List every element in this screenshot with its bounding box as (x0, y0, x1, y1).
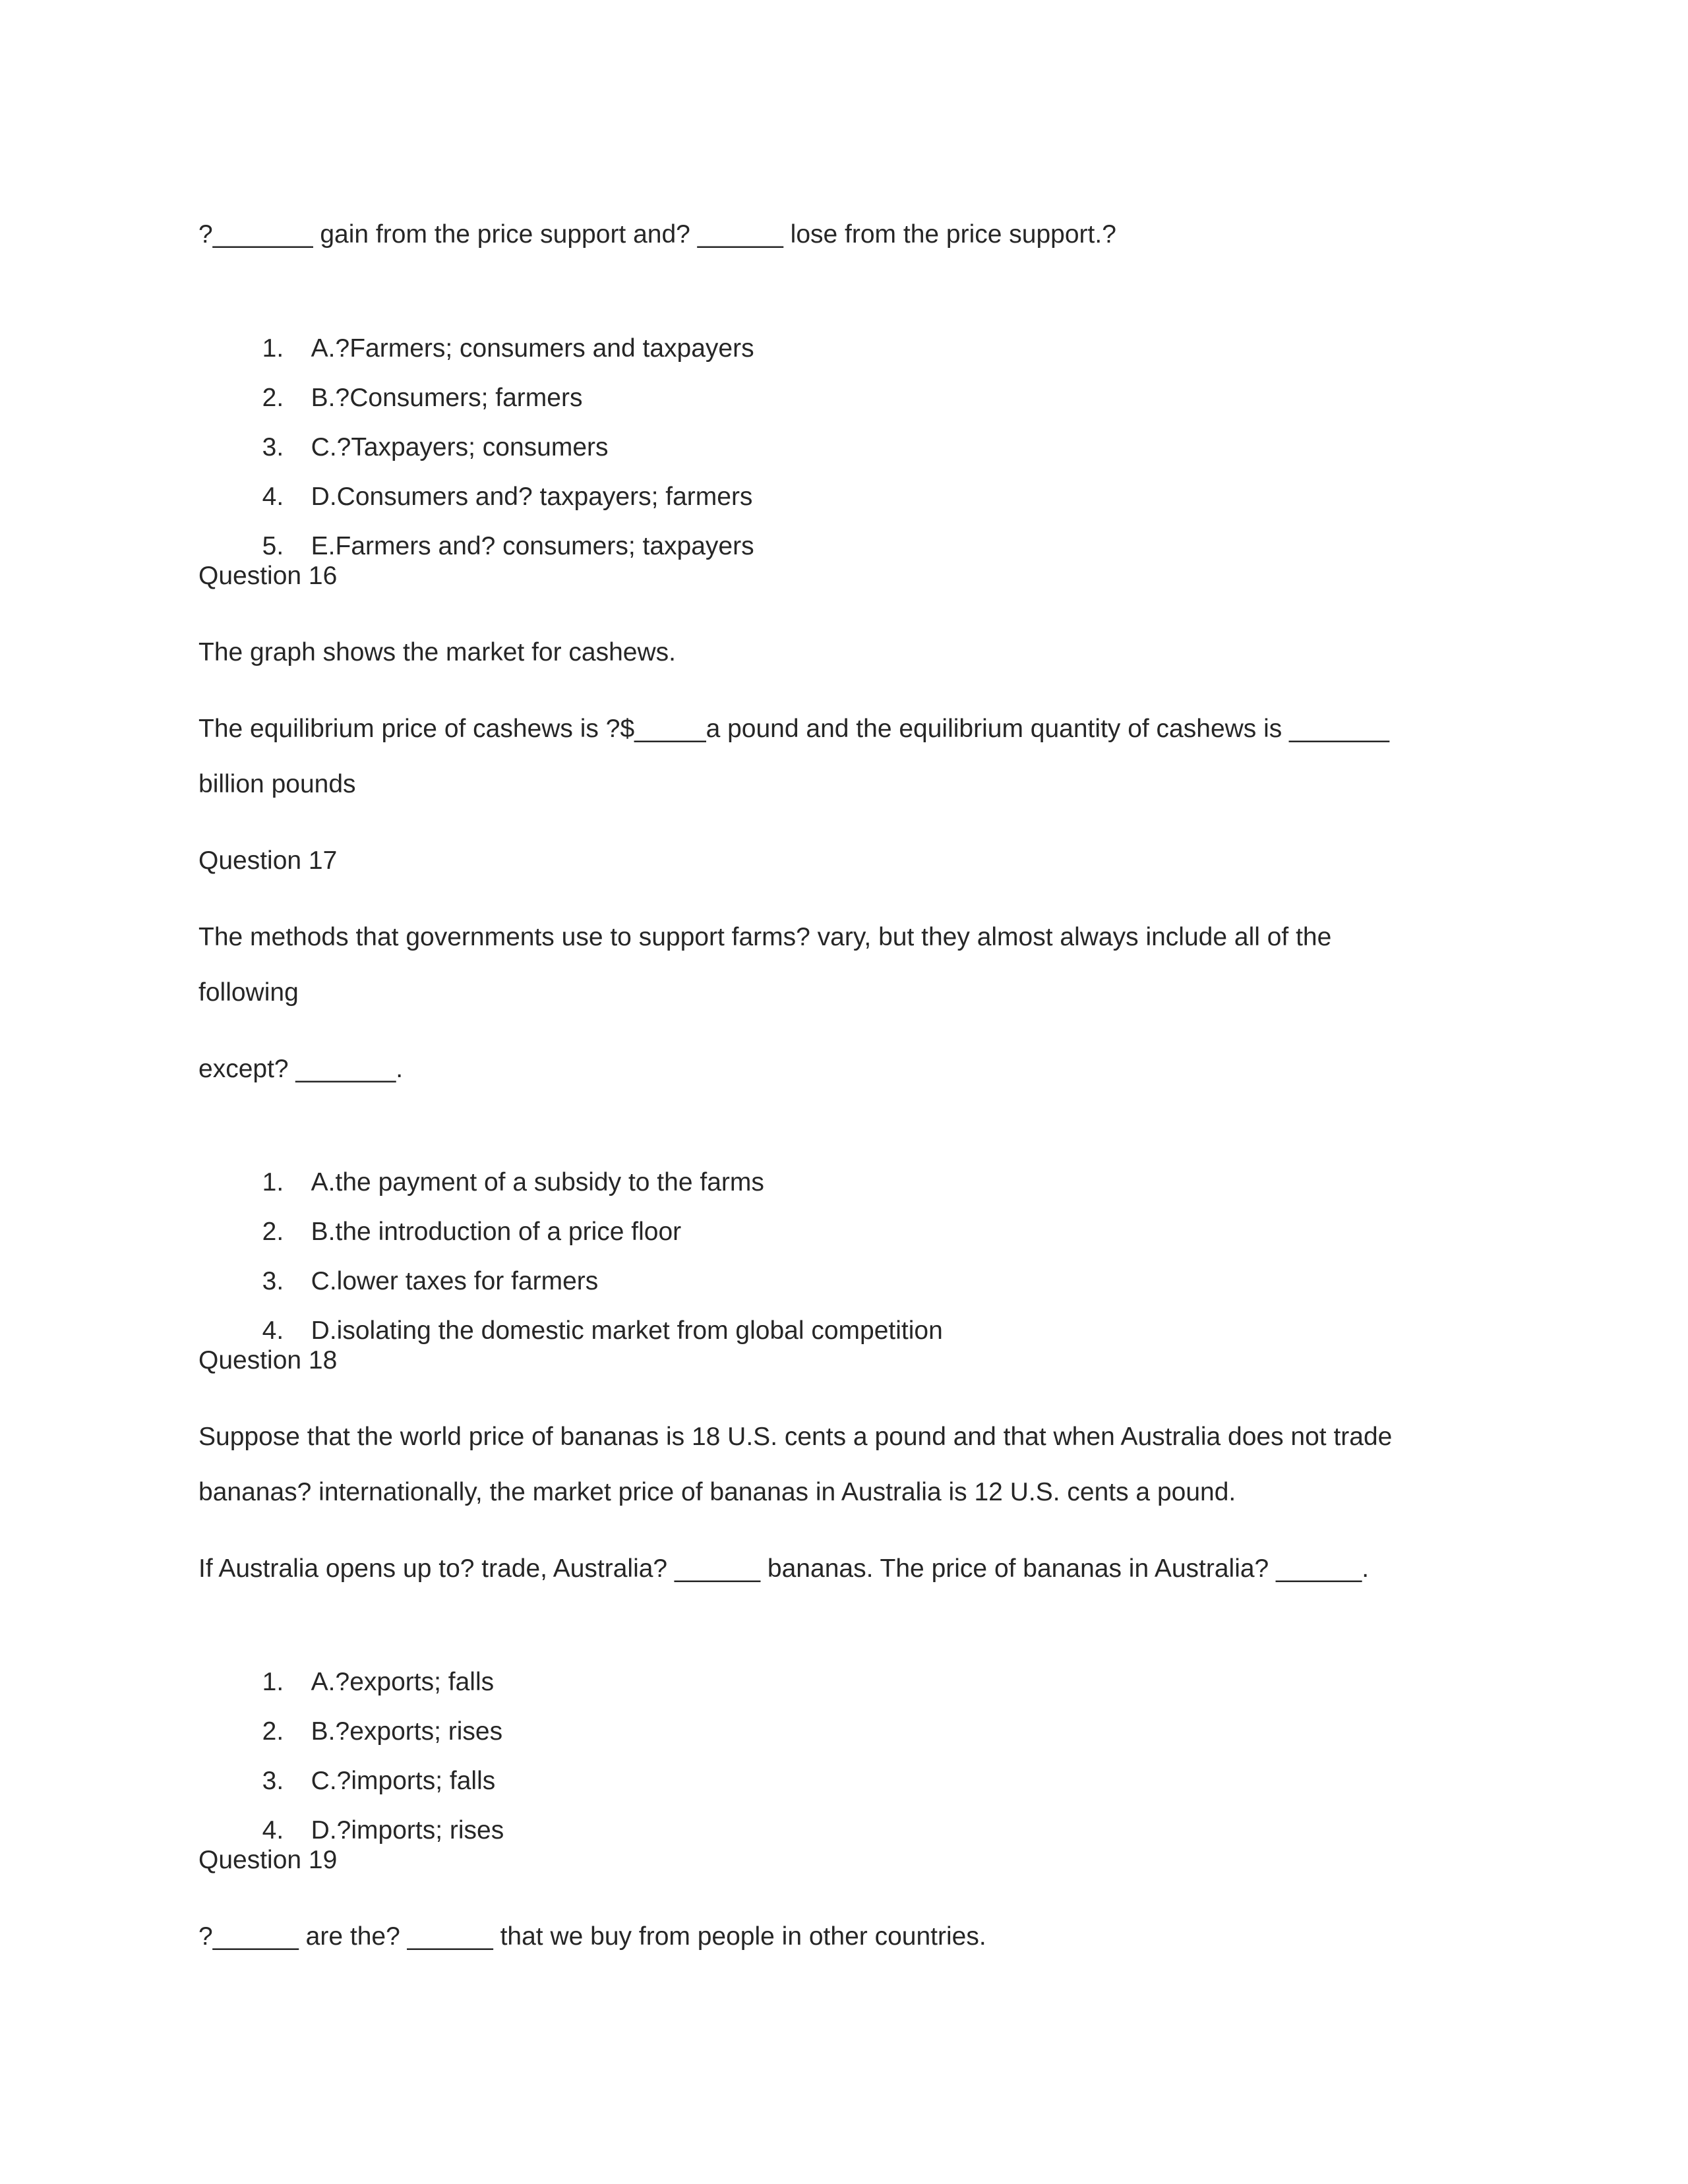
option-number: 3. (262, 1767, 284, 1795)
option-number: 2. (262, 1717, 284, 1746)
question-15-stem: ?_______ gain from the price support and? ______ lose from the price support.? (198, 220, 1116, 249)
q17-option-1[interactable] (248, 1144, 764, 1195)
q15-option-4[interactable] (248, 458, 752, 510)
question-18-line-2: bananas? internationally, the market price of bananas in Australia is 12 U.S. cents a pound. (198, 1478, 1236, 1506)
question-16-line-2: The equilibrium price of cashews is ?$_____a pound and the equilibrium quantity of cashews is _______ (198, 715, 1389, 743)
option-number: 3. (262, 1267, 284, 1295)
option-number: 3. (262, 433, 284, 461)
q18-option-4[interactable] (248, 1792, 504, 1843)
q18-option-1[interactable] (248, 1643, 494, 1695)
option-text: B.?Consumers; farmers (311, 384, 583, 412)
option-number: 1. (262, 1668, 284, 1696)
question-17-line-3: except? _______. (198, 1055, 404, 1083)
option-text: D.isolating the domestic market from global competition (311, 1316, 943, 1345)
option-text: A.the payment of a subsidy to the farms (311, 1168, 764, 1196)
option-text: B.?exports; rises (311, 1717, 503, 1746)
option-text: A.?Farmers; consumers and taxpayers (311, 334, 754, 363)
option-text: C.lower taxes for farmers (311, 1267, 599, 1295)
question-19-line-1: ?______ are the? ______ that we buy from people in other countries. (198, 1922, 986, 1951)
option-text: D.Consumers and? taxpayers; farmers (311, 483, 753, 511)
q15-option-5[interactable] (248, 508, 754, 559)
option-text: C.?Taxpayers; consumers (311, 433, 609, 461)
option-number: 4. (262, 483, 284, 511)
q17-option-4[interactable] (248, 1292, 943, 1343)
option-number: 4. (262, 1316, 284, 1345)
question-18-line-3: If Australia opens up to? trade, Australia? ______ bananas. The price of bananas in Australia? ______. (198, 1554, 1370, 1583)
q17-option-3[interactable] (248, 1243, 598, 1294)
q18-option-2[interactable] (248, 1693, 502, 1744)
option-text: E.Farmers and? consumers; taxpayers (311, 532, 754, 560)
q15-option-3[interactable] (248, 409, 609, 460)
option-text: A.?exports; falls (311, 1668, 495, 1696)
question-19-heading: Question 19 (198, 1846, 338, 1874)
question-16-heading: Question 16 (198, 562, 338, 590)
option-number: 4. (262, 1816, 284, 1845)
q18-option-3[interactable] (248, 1742, 495, 1794)
option-text: B.the introduction of a price floor (311, 1218, 682, 1246)
option-number: 2. (262, 384, 284, 412)
option-text: D.?imports; rises (311, 1816, 504, 1845)
question-16-line-3: billion pounds (198, 770, 356, 798)
question-16-line-1: The graph shows the market for cashews. (198, 638, 676, 666)
q15-option-1[interactable] (248, 310, 754, 361)
option-number: 2. (262, 1218, 284, 1246)
option-number: 5. (262, 532, 284, 560)
q17-option-2[interactable] (248, 1193, 681, 1245)
q15-option-2[interactable] (248, 359, 582, 411)
option-number: 1. (262, 1168, 284, 1196)
question-17-line-1: The methods that governments use to support farms? vary, but they almost always include all of the (198, 923, 1332, 951)
question-18-heading: Question 18 (198, 1346, 338, 1374)
question-18-line-1: Suppose that the world price of bananas is 18 U.S. cents a pound and that when Australia does not trade (198, 1423, 1393, 1451)
option-number: 1. (262, 334, 284, 363)
question-17-line-2: following (198, 978, 299, 1007)
option-text: C.?imports; falls (311, 1767, 496, 1795)
question-17-heading: Question 17 (198, 846, 338, 875)
